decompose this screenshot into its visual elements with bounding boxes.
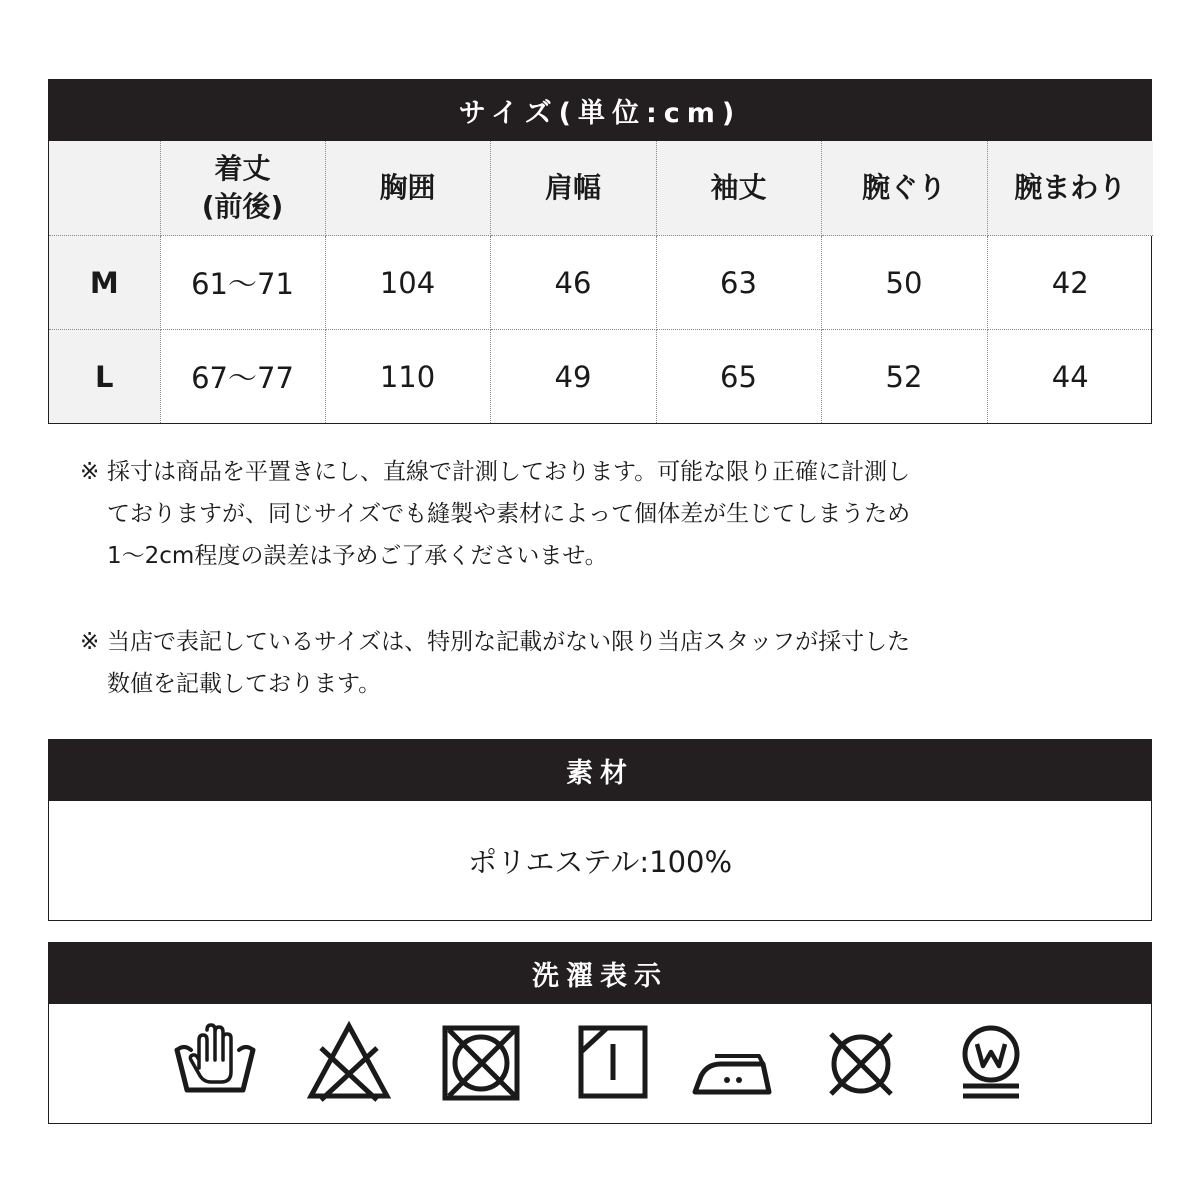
- no-bleach-icon: [307, 1020, 391, 1104]
- table-cell: 49: [490, 330, 656, 424]
- table-cell: 52: [821, 330, 987, 424]
- material-text: ポリエステル:100%: [467, 845, 733, 879]
- wet-clean-gentle-icon: [949, 1020, 1033, 1104]
- material-section: [48, 739, 1152, 921]
- header-armhole: 腕ぐり: [821, 141, 987, 236]
- no-dry-clean-icon: [819, 1020, 903, 1104]
- size-table-title: サイズ(単位:cm): [49, 80, 1151, 141]
- table-row: [49, 236, 1153, 330]
- table-cell: 63: [656, 236, 821, 330]
- care-title: 洗濯表示: [49, 943, 1151, 1004]
- table-cell: 61〜71: [160, 236, 325, 330]
- note-text: 採寸は商品を平置きにし、直線で計測しております。可能な限り正確に計測し ておりますが、同じサイズでも縫製や素材によって個体差が生じてしまうため 1〜2cm程度の誤差は予めご了承くださいませ。: [107, 459, 911, 569]
- line-dry-shade-icon: [571, 1020, 655, 1104]
- header-length: 着丈 (前後): [160, 141, 325, 236]
- iron-medium-icon: [689, 1020, 773, 1104]
- table-header-row: [49, 141, 1153, 236]
- header-sleeve: 袖丈: [656, 141, 821, 236]
- header-shoulder: 肩幅: [490, 141, 656, 236]
- care-label-section: [48, 942, 1152, 1124]
- table-cell: 44: [987, 330, 1153, 424]
- table-cell: 110: [325, 330, 490, 424]
- care-icons-row: [49, 1004, 1151, 1123]
- table-cell: 46: [490, 236, 656, 330]
- table-cell: 50: [821, 236, 987, 330]
- no-tumble-dry-icon: [439, 1020, 523, 1104]
- size-table: [49, 141, 1153, 423]
- table-cell: 67〜77: [160, 330, 325, 424]
- header-arm-circumference: 腕まわり: [987, 141, 1153, 236]
- size-table-section: [48, 79, 1152, 424]
- note-text: 当店で表記しているサイズは、特別な記載がない限り当店スタッフが採寸した 数値を記載しております。: [107, 629, 911, 697]
- staff-measurement-note: [80, 621, 1080, 705]
- note-mark: ※: [80, 629, 100, 655]
- note-mark: ※: [80, 459, 100, 485]
- size-label-m: M: [49, 236, 160, 330]
- table-cell: 65: [656, 330, 821, 424]
- table-cell: 104: [325, 236, 490, 330]
- measurement-note: [80, 451, 1080, 577]
- header-corner-cell: [49, 141, 160, 236]
- hand-wash-icon: [173, 1020, 257, 1104]
- material-title: 素材: [49, 740, 1151, 801]
- table-cell: 42: [987, 236, 1153, 330]
- table-row: [49, 330, 1153, 424]
- size-label-l: L: [49, 330, 160, 424]
- header-chest: 胸囲: [325, 141, 490, 236]
